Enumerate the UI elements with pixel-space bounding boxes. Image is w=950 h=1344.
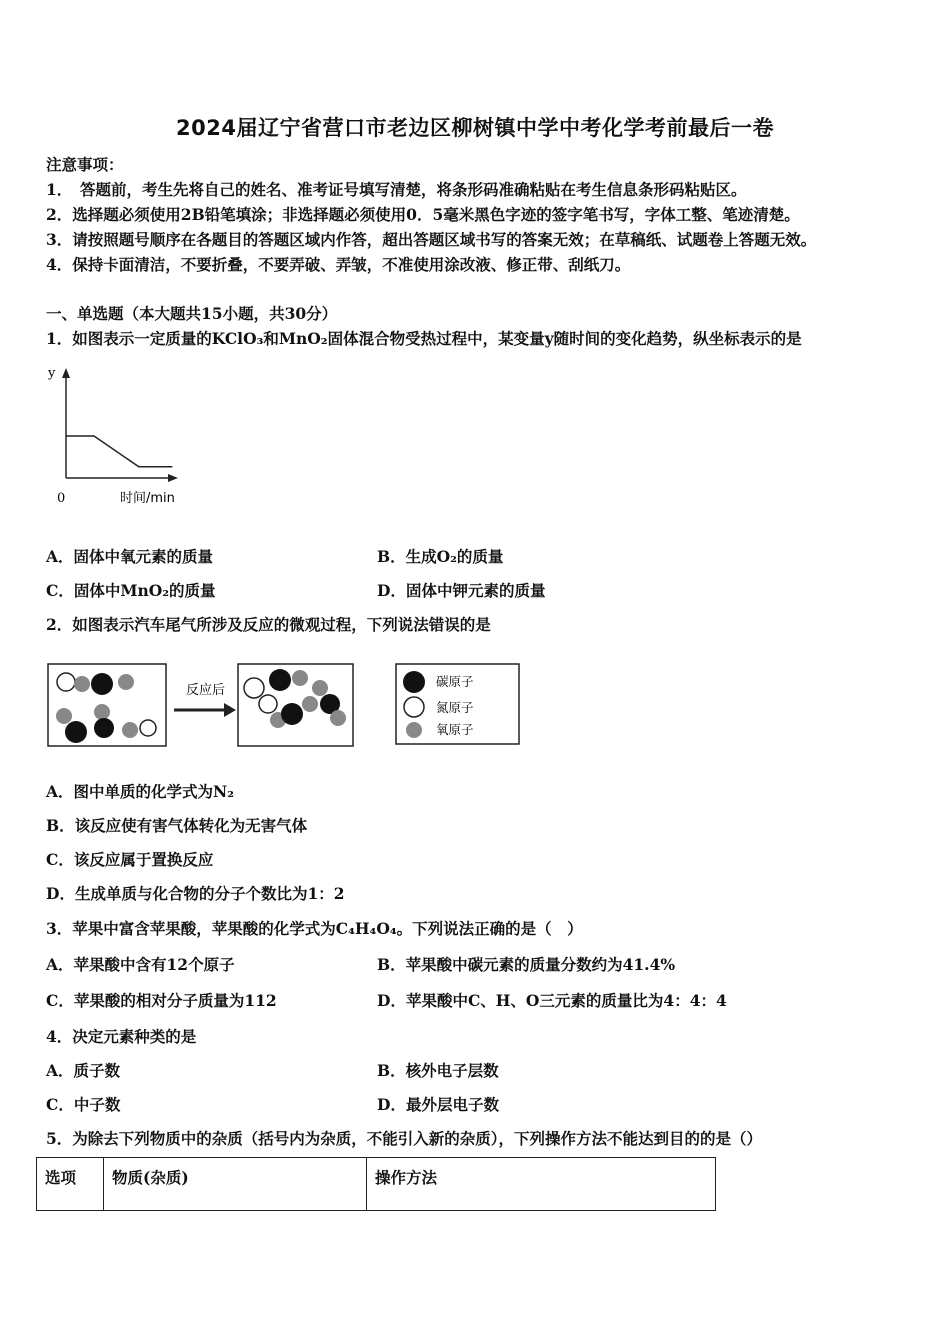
table-header-row [37,1158,716,1211]
nitrogen-atom [57,673,75,691]
q1-option-d: D．固体中钾元素的质量 [377,581,546,600]
notes-item-1: 1． 答题前，考生先将自己的姓名、准考证号填写清楚，将条形码准确粘贴在考生信息条形码粘贴区。 [46,180,747,199]
carbon-atom [65,721,87,743]
legend-carbon-label: 碳原子 [436,674,474,689]
q3-option-a: A．苹果酸中含有12个原子 [46,955,235,974]
q5-table [36,1157,716,1211]
x-axis-arrow-icon [168,474,178,482]
arrow-head-icon [224,703,236,717]
section-heading: 一、单选题（本大题共15小题，共30分） [46,304,338,323]
table-header-substance: 物质(杂质) [104,1158,367,1211]
q1-option-c: C．固体中MnO₂的质量 [46,581,216,600]
table-header-option: 选项 [37,1158,104,1211]
nitrogen-atom [259,695,277,713]
x-axis-label: 时间/min [120,491,175,506]
carbon-atom [94,718,114,738]
legend-nitrogen-label: 氮原子 [436,700,474,715]
oxygen-atom [74,676,90,692]
notes-item-2: 2．选择题必须使用2B铅笔填涂；非选择题必须使用0．5毫米黑色字迹的签字笔书写，字体工整、笔迹清楚。 [46,205,800,224]
q2-reaction-diagram [44,660,544,760]
oxygen-atom [94,704,110,720]
oxygen-atom [302,696,318,712]
q4-option-d: D．最外层电子数 [377,1095,499,1114]
legend-carbon-icon [403,671,425,693]
legend-nitrogen-icon [404,697,424,717]
nitrogen-atom [244,678,264,698]
q3-option-d: D．苹果酸中C、H、O三元素的质量比为4：4：4 [377,991,727,1010]
q1-option-b: B．生成O₂的质量 [377,547,504,566]
q1-option-a: A．固体中氧元素的质量 [46,547,214,566]
oxygen-atom [118,674,134,690]
oxygen-atom [312,680,328,696]
oxygen-atom [122,722,138,738]
q2-option-d: D．生成单质与化合物的分子个数比为1：2 [46,884,345,903]
question-1-stem: 1．如图表示一定质量的KClO₃和MnO₂固体混合物受热过程中，某变量y随时间的变化趋势，纵坐标表示的是 [46,329,802,348]
carbon-atom [281,703,303,725]
notes-heading: 注意事项： [46,155,124,174]
q4-option-b: B．核外电子层数 [377,1061,499,1080]
nitrogen-atom [140,720,156,736]
notes-item-3: 3．请按照题号顺序在各题目的答题区域内作答，超出答题区域书写的答案无效；在草稿纸、试题卷上答题无效。 [46,230,817,249]
question-3-stem: 3．苹果中富含苹果酸，苹果酸的化学式为C₄H₄O₄。下列说法正确的是（ ） [46,919,583,938]
question-4-stem: 4．决定元素种类的是 [46,1027,197,1046]
q2-option-a: A．图中单质的化学式为N₂ [46,782,234,801]
legend-oxygen-label: 氧原子 [436,722,474,737]
table-header-method: 操作方法 [367,1158,716,1211]
q4-option-a: A．质子数 [46,1061,121,1080]
page-title: 2024届辽宁省营口市老边区柳树镇中学中考化学考前最后一卷 [176,116,774,140]
q2-option-b: B．该反应使有害气体转化为无害气体 [46,816,308,835]
data-line [66,436,172,467]
oxygen-atom [56,708,72,724]
origin-label: 0 [57,491,66,506]
oxygen-atom [330,710,346,726]
q1-graph [40,362,200,512]
arrow-label: 反应后 [186,683,226,698]
carbon-atom [91,673,113,695]
question-5-stem: 5．为除去下列物质中的杂质（括号内为杂质，不能引入新的杂质），下列操作方法不能达到目的的是（） [46,1129,763,1148]
question-2-stem: 2．如图表示汽车尾气所涉及反应的微观过程，下列说法错误的是 [46,615,491,634]
notes-item-4: 4．保持卡面清洁，不要折叠，不要弄破、弄皱，不准使用涂改液、修正带、刮纸刀。 [46,255,631,274]
y-axis-label: y [48,366,56,381]
q2-option-c: C．该反应属于置换反应 [46,850,214,869]
q4-option-c: C．中子数 [46,1095,121,1114]
oxygen-atom [292,670,308,686]
q3-option-b: B．苹果酸中碳元素的质量分数约为41.4% [377,955,676,974]
legend-oxygen-icon [406,722,422,738]
y-axis-arrow-icon [62,368,70,378]
q3-option-c: C．苹果酸的相对分子质量为112 [46,991,277,1010]
carbon-atom [269,669,291,691]
